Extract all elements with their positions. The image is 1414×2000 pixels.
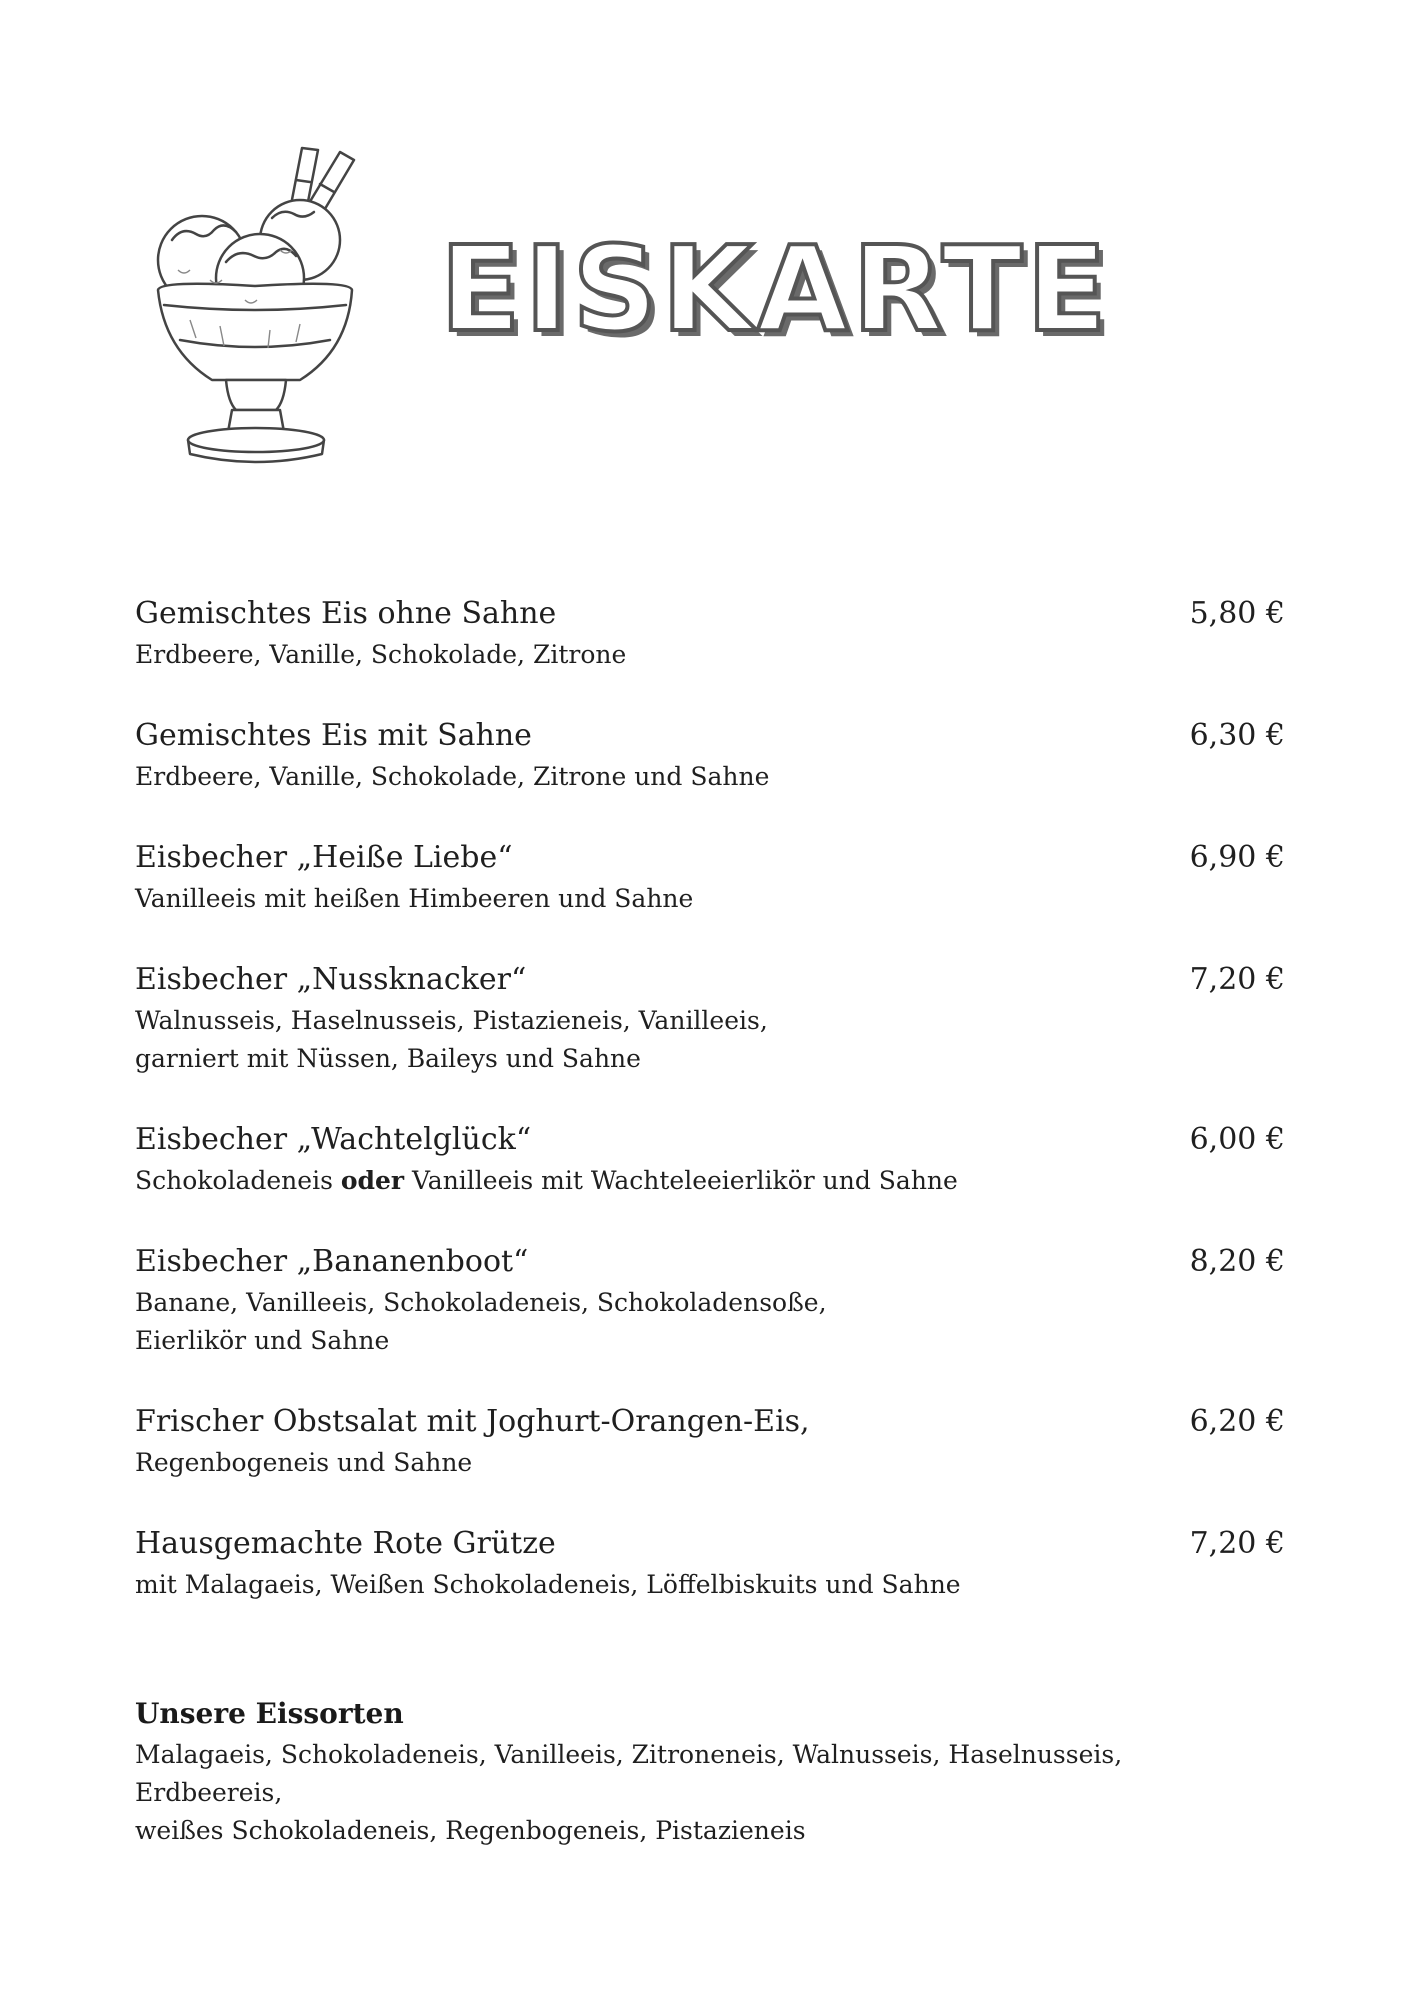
ice-cream-sundae-icon [150, 140, 360, 465]
item-name: Frischer Obstsalat mit Joghurt-Orangen-Eis, [135, 1404, 810, 1439]
item-price: 6,20 € [1189, 1404, 1285, 1439]
item-description: Banane, Vanilleeis, Schokoladeneis, Schokoladensoße, [135, 1288, 827, 1317]
menu-item [135, 714, 1285, 796]
item-description: Erdbeere, Vanille, Schokolade, Zitrone [135, 640, 627, 669]
menu-item [135, 958, 1285, 1078]
item-name: Eisbecher „Wachtelglück“ [135, 1122, 532, 1157]
menu-item [135, 1522, 1285, 1604]
item-price: 7,20 € [1189, 962, 1285, 997]
item-price: 5,80 € [1189, 596, 1285, 631]
flavors-list-line: weißes Schokoladeneis, Regenbogeneis, Pistazieneis [135, 1816, 806, 1845]
item-price: 6,00 € [1189, 1122, 1285, 1157]
item-description [135, 1162, 1285, 1200]
item-price: 6,30 € [1189, 718, 1285, 753]
item-description: Vanilleeis mit heißen Himbeeren und Sahne [135, 884, 694, 913]
item-description: Erdbeere, Vanille, Schokolade, Zitrone und Sahne [135, 762, 770, 791]
item-description-part: Schokoladeneis [135, 1166, 341, 1195]
item-description: Regenbogeneis und Sahne [135, 1448, 473, 1477]
menu-item [135, 836, 1285, 918]
item-description-emphasis: oder [340, 1166, 405, 1195]
item-description-part: Vanilleeis mit Wachteleeierlikör und Sahne [404, 1166, 958, 1195]
item-name: Hausgemachte Rote Grütze [135, 1526, 556, 1561]
item-name: Gemischtes Eis ohne Sahne [135, 596, 557, 631]
menu-item [135, 592, 1285, 674]
item-name: Eisbecher „Bananenboot“ [135, 1244, 529, 1279]
item-description: garniert mit Nüssen, Baileys und Sahne [135, 1044, 641, 1073]
item-description: Walnusseis, Haselnusseis, Pistazieneis, Vanilleeis, [135, 1006, 768, 1035]
item-name: Gemischtes Eis mit Sahne [135, 718, 532, 753]
menu-list [135, 592, 1285, 1644]
item-price: 6,90 € [1189, 840, 1285, 875]
item-name: Eisbecher „Heiße Liebe“ [135, 840, 513, 875]
menu-item [135, 1400, 1285, 1482]
flavors-list-line: Malagaeis, Schokoladeneis, Vanilleeis, Zitroneneis, Walnusseis, Haselnusseis, Erdbeereis, [135, 1740, 1123, 1807]
flavors-section [135, 1692, 1285, 1850]
page-title: EISKARTE [440, 220, 1111, 358]
item-description: mit Malagaeis, Weißen Schokoladeneis, Löffelbiskuits und Sahne [135, 1570, 961, 1599]
item-price: 8,20 € [1189, 1244, 1285, 1279]
item-description: Eierlikör und Sahne [135, 1326, 390, 1355]
menu-item [135, 1240, 1285, 1360]
menu-item [135, 1118, 1285, 1200]
flavors-heading: Unsere Eissorten [135, 1697, 404, 1730]
item-name: Eisbecher „Nussknacker“ [135, 962, 527, 997]
item-price: 7,20 € [1189, 1526, 1285, 1561]
